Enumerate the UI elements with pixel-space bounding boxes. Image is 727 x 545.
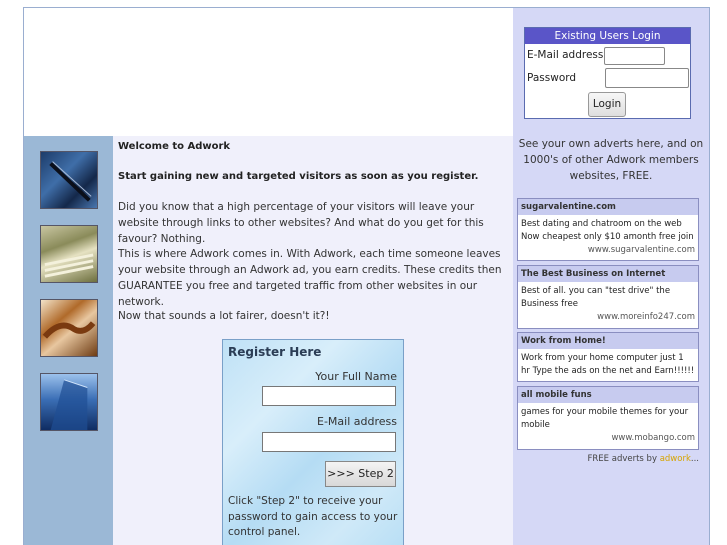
pen-photo-icon: [40, 151, 98, 209]
register-title: Register Here: [228, 345, 322, 359]
ad-title[interactable]: all mobile funs: [518, 387, 698, 403]
free-prefix: FREE adverts by: [587, 454, 660, 464]
ad-card[interactable]: [517, 198, 699, 261]
register-box: [222, 339, 404, 545]
ad-text: Best dating and chatroom on the web Now cheapest only $10 amonth free join: [521, 219, 694, 242]
login-title: Existing Users Login: [525, 28, 690, 44]
tagline: Start gaining new and targeted visitors as soon as you register.: [118, 171, 479, 182]
free-adverts-link[interactable]: [517, 454, 699, 464]
step-2-button[interactable]: >>> Step 2: [325, 461, 396, 487]
ad-url[interactable]: www.mobango.com: [611, 433, 695, 443]
register-email-input[interactable]: [262, 432, 396, 452]
free-suffix: ...: [690, 454, 699, 464]
advertise-promo: See your own adverts here, and on 1000's of other Adwork members websites, FREE.: [518, 138, 704, 182]
intro-paragraph: Did you know that a high percentage of your visitors will leave your website through links to other websites? And what do you get for this favour? Nothing.: [118, 201, 484, 245]
ad-text: games for your mobile themes for your mobile: [521, 407, 689, 430]
full-name-input[interactable]: [262, 386, 396, 406]
ad-card[interactable]: [517, 332, 699, 382]
papers-photo-icon: [40, 225, 98, 283]
ad-title[interactable]: sugarvalentine.com: [518, 199, 698, 215]
ad-card[interactable]: [517, 265, 699, 329]
register-note: Click "Step 2" to receive your password to gain access to your control panel.: [228, 495, 398, 538]
ad-title[interactable]: The Best Business on Internet: [518, 266, 698, 282]
ad-title[interactable]: Work from Home!: [518, 333, 698, 349]
login-email-label: E-Mail address: [527, 49, 604, 61]
ad-url[interactable]: www.sugarvalentine.com: [587, 245, 695, 255]
login-button[interactable]: Login: [588, 92, 626, 117]
explanation-paragraph: This is where Adwork comes in. With Adwork, each time someone leaves your website through an Adwork ad, you earn credits. These credits then GUARANTEE you free and targeted traffic from other websites in our network.: [118, 248, 502, 308]
ad-url[interactable]: www.moreinfo247.com: [597, 312, 695, 322]
ad-card[interactable]: [517, 386, 699, 450]
login-password-input[interactable]: [605, 68, 689, 88]
welcome-heading: Welcome to Adwork: [118, 141, 231, 152]
login-box: [524, 27, 691, 119]
login-email-input[interactable]: [604, 47, 665, 65]
register-email-label: E-Mail address: [317, 415, 397, 428]
login-password-label: Password: [527, 72, 577, 84]
building-photo-icon: [40, 373, 98, 431]
full-name-label: Your Full Name: [315, 370, 397, 383]
ad-text: Work from your home computer just 1 hr Type the ads on the net and Earn!!!!!!: [521, 353, 695, 376]
ad-text: Best of all. you can "test drive" the Business free: [521, 286, 671, 309]
closing-paragraph: Now that sounds a lot fairer, doesn't it?!: [118, 310, 330, 322]
handshake-photo-icon: [40, 299, 98, 357]
adwork-brand: adwork: [659, 454, 691, 464]
header-banner-area: [24, 8, 513, 136]
